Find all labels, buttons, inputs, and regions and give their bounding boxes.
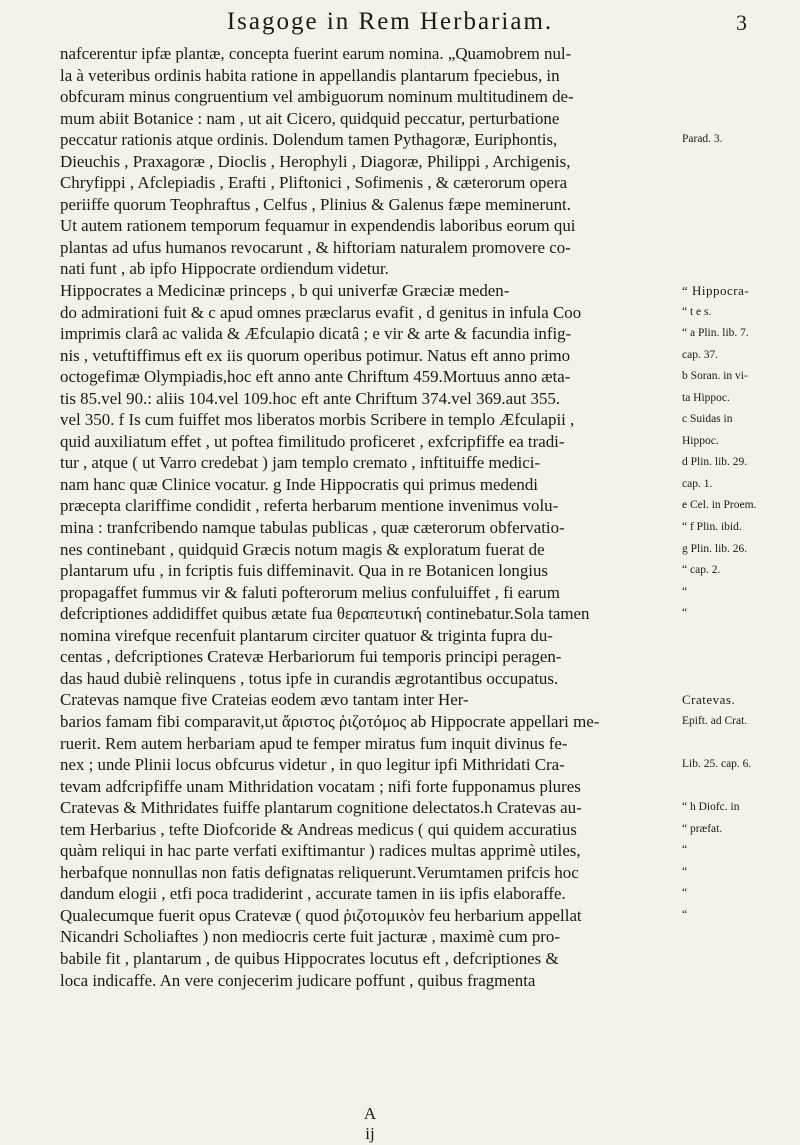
margin-note — [682, 948, 798, 970]
running-title: Isagoge in Rem Herbariam. — [226, 8, 554, 35]
margin-note: cap. 37. — [682, 348, 719, 361]
text-line: defcriptiones addidiffet quibus ætate fua θεραπευτική continebatur.Sola tamen — [60, 604, 590, 624]
margin-note — [682, 646, 798, 668]
text-line: nex ; unde Plinii locus obfcurus videtur , in quo legitur ipfi Mithridati Cra- — [60, 755, 565, 775]
margin-note — [682, 970, 798, 992]
signature-number: ij — [365, 1124, 375, 1143]
margin-note: c Suidas in — [682, 413, 733, 426]
text-line: mum abiit Botanice : nam , ut ait Cicero, quidquid peccatur, perturbatione — [60, 108, 560, 128]
margin-note: “ — [682, 585, 688, 598]
text-line: periiffe quorum Teophraftus , Celfus , Plinius & Galenus fæpe meminerunt. — [60, 194, 571, 214]
margin-note — [682, 172, 798, 194]
text-line: quàm reliqui in hac parte verfati exiftimantur ) radices multas apprimè utiles, — [60, 841, 581, 861]
margin-note: “ — [682, 908, 688, 921]
margin-note — [682, 151, 798, 173]
signature-mark — [0, 1104, 740, 1144]
margin-note — [682, 215, 798, 237]
margin-note — [682, 926, 798, 948]
margin-note: “ h Diofc. in — [682, 801, 740, 814]
margin-note — [682, 108, 798, 130]
margin-note — [682, 776, 798, 798]
text-line: propagaffet fummus vir & faluti pofterorum melius confuluiffet , fi earum — [60, 582, 560, 602]
text-line: barios famam fibi comparavit,ut ἄριστος ῥιζοτόμος ab Hippocrate appellari me- — [60, 711, 600, 731]
text-line: octogefimæ Olympiadis,hoc eft anno ante Chriftum 459.Mortuus anno æta- — [60, 367, 571, 387]
text-line: præcepta clariffime condidit , referta herbarum mentione invenimus volu- — [60, 496, 559, 516]
text-line: centas , defcriptiones Cratevæ Herbariorum fui temporis principi peragen- — [60, 647, 562, 667]
margin-note: e Cel. in Proem. — [682, 499, 757, 512]
text-line: obfcuram minus congruentium vel ambiguorum nominum multitudinem de- — [60, 87, 574, 107]
margin-note: ta Hippoc. — [682, 391, 730, 404]
text-line: peccatur rationis atque ordinis. Dolendum tamen Pythagoræ, Euriphontis, — [60, 130, 558, 150]
text-line: babile fit , plantarum , de quibus Hippocrates locutus eft , defcriptiones & — [60, 948, 559, 968]
text-line: nafcerentur ipfæ plantæ, concepta fuerint earum nomina. „Quamobrem nul- — [60, 44, 572, 63]
text-line: herbafque nonnullas non fatis defignatas reliquerunt.Verumtamen prifcis hoc — [60, 862, 579, 882]
text-line: tis 85.vel 90.: aliis 104.vel 109.hoc eft ante Chriftum 374.vel 369.aut 355. — [60, 388, 561, 408]
margin-note: Hippoc. — [682, 434, 719, 447]
text-line: Ut autem rationem temporum fequamur in expendendis laboribus eorum qui — [60, 216, 576, 236]
margin-note — [682, 668, 798, 690]
margin-note: “ — [682, 887, 688, 900]
margin-note: Epift. ad Crat. — [682, 714, 748, 727]
margin-note: “ t e s. — [682, 305, 712, 318]
running-header — [0, 6, 800, 40]
margin-note: Cratevas. — [682, 692, 736, 708]
margin-note: b Soran. in vi- — [682, 370, 748, 383]
text-line: Qualecumque fuerit opus Cratevæ ( quod ῥιζοτομικὸν feu herbarium appellat — [60, 905, 582, 925]
text-line: dandum elogii , etfi poca tradiderint , accurate tamen in iis ipfis elaboraffe. — [60, 884, 566, 904]
text-line: loca indicaffe. An vere conjecerim judicare poffunt , quibus fragmenta — [60, 970, 536, 990]
text-line: nati funt , ab ipfo Hippocrate ordiendum videtur. — [60, 259, 389, 279]
margin-note — [682, 86, 798, 108]
text-line: nomina virefque recenfuit plantarum circiter quatuor & triginta fupra du- — [60, 625, 553, 645]
text-line: plantas ad ufus humanos revocarunt , & hiftoriam naturalem promovere co- — [60, 237, 571, 257]
text-line: quid auxiliatum effet , ut poftea fimilitudo proficeret , exfcripfiffe ea tradi- — [60, 431, 565, 451]
text-line: Hippocrates a Medicinæ princeps , b qui univerfæ Græciæ meden- — [60, 281, 510, 301]
margin-note: Parad. 3. — [682, 133, 723, 146]
signature-letter: A — [363, 1104, 377, 1123]
page-number: 3 — [736, 10, 747, 35]
text-line: la à veteribus ordinis habita ratione in appellandis plantarum fpeciebus, in — [60, 65, 560, 85]
text-line: Chryfippi , Afclepiadis , Erafti , Pliftonici , Sofimenis , & cæterorum opera — [60, 173, 568, 193]
margin-note — [682, 258, 798, 280]
text-line: nes continebant , quidquid Græcis notum magis & exploratum fuerat de — [60, 539, 545, 559]
text-line: Cratevas namque five Crateias eodem ævo tantam inter Her- — [60, 690, 469, 710]
text-line: vel 350. f Is cum fuiffet mos liberatos morbis Scribere in templo Æfculapii , — [60, 410, 575, 430]
margin-note: “ — [682, 865, 688, 878]
text-line: tevam adfcripfiffe unam Mithridation vocatam ; nifi forte fupponamus plures — [60, 776, 581, 796]
margin-note: “ cap. 2. — [682, 564, 721, 577]
margin-note — [682, 733, 798, 755]
margin-note: “ præfat. — [682, 822, 723, 835]
margin-note: “ Hippocra- — [682, 283, 750, 299]
text-line: plantarum ufu , in fcriptis fuis diffeminavit. Qua in re Botanicen longius — [60, 561, 549, 581]
text-line: imprimis clarâ ac valida & Æfculapio dicatâ ; e vir & arte & facundia infig- — [60, 324, 572, 344]
text-line: tem Herbarius , tefte Diofcoride & Andreas medicus ( qui quidem accuratius — [60, 819, 577, 839]
margin-note — [682, 43, 798, 65]
text-line: Nicandri Scholiaftes ) non mediocris certe fuit jacturæ , maximè cum pro- — [60, 927, 560, 947]
margin-notes-column — [682, 43, 798, 991]
main-text-column — [60, 43, 678, 991]
margin-note: g Plin. lib. 26. — [682, 542, 748, 555]
margin-note: “ a Plin. lib. 7. — [682, 327, 749, 340]
text-line: nam hanc quæ Clinice vocatur. g Inde Hippocratis qui primus medendi — [60, 474, 538, 494]
text-line: das haud dubiè relinquens , totus ipfe in curandis ægrotantibus occupatus. — [60, 668, 559, 688]
margin-note: cap. 1. — [682, 477, 713, 490]
text-line: Cratevas & Mithridates fuiffe plantarum cognitione delectatos.h Cratevas au- — [60, 798, 582, 818]
text-line: nis , vetuftiffimus eft ex iis quorum operibus potimur. Natus eft anno primo — [60, 345, 571, 365]
text-line: ruerit. Rem autem herbariam apud te femper miratus fum inquit divinus fe- — [60, 733, 568, 753]
text-line: mina : tranfcribendo namque tabulas publicas , quæ cæterorum obfervatio- — [60, 518, 565, 538]
text-line: do admirationi fuit & c apud omnes præclarus evafit , d genitus in infula Coo — [60, 302, 582, 322]
margin-note: “ f Plin. ibid. — [682, 521, 742, 534]
text-line: Dieuchis , Praxagoræ , Dioclis , Herophyli , Diagoræ, Philippi , Archigenis, — [60, 151, 571, 171]
margin-note — [682, 65, 798, 87]
margin-note — [682, 237, 798, 259]
margin-note — [682, 194, 798, 216]
margin-note: d Plin. lib. 29. — [682, 456, 748, 469]
margin-note — [682, 625, 798, 647]
margin-note: “ — [682, 607, 688, 620]
text-line: tur , atque ( ut Varro credebat ) jam templo cremato , inftituiffe medici- — [60, 453, 541, 473]
margin-note: Lib. 25. cap. 6. — [682, 758, 752, 771]
margin-note: “ — [682, 844, 688, 857]
